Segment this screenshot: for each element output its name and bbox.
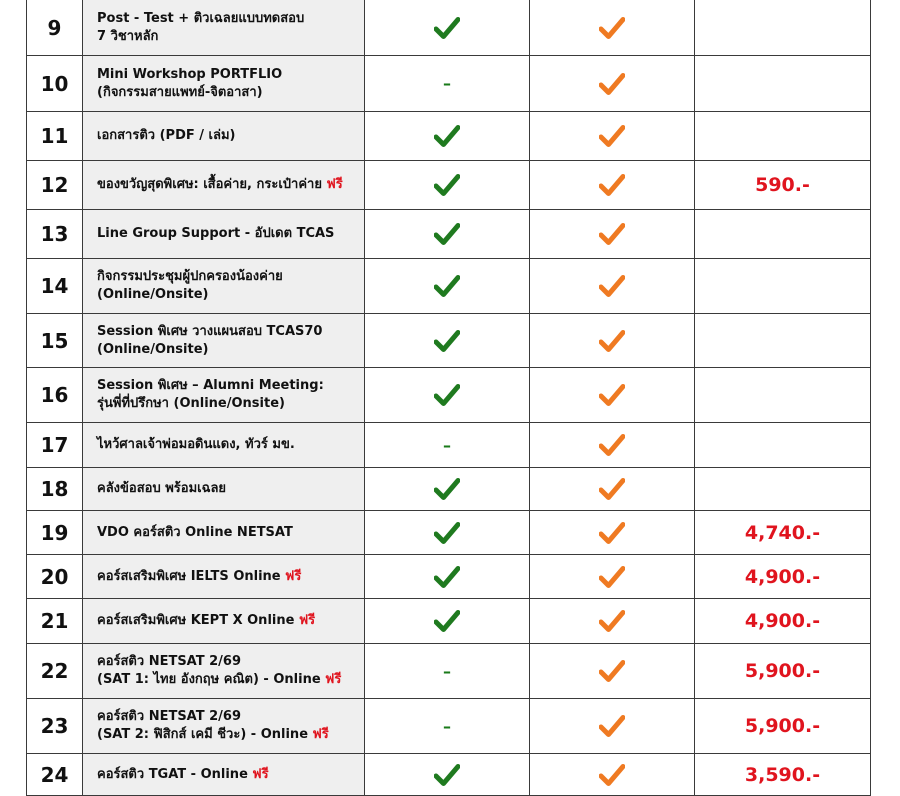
- price-value: 3,590.-: [744, 763, 821, 786]
- item-description: [83, 555, 365, 598]
- plan-a-cell: [365, 368, 530, 422]
- description-line-1: เอกสารติว (PDF / เล่ม): [97, 128, 236, 143]
- table-row: [27, 111, 870, 160]
- plan-a-cell: [365, 699, 530, 753]
- check-icon: [599, 124, 625, 148]
- check-icon: [434, 16, 460, 40]
- item-description: [83, 112, 365, 160]
- check-icon: [434, 763, 460, 787]
- table-row: [27, 598, 870, 643]
- plan-b-cell: [530, 56, 695, 111]
- description-line-1: Mini Workshop PORTFLIO: [97, 66, 283, 82]
- item-description: [83, 644, 365, 698]
- row-number: 18: [27, 468, 83, 510]
- price-value: 4,900.-: [744, 565, 821, 588]
- plan-a-cell: [365, 161, 530, 209]
- free-badge: ฟรี: [285, 568, 302, 584]
- description-line-1: VDO คอร์สติว Online NETSAT: [97, 524, 293, 540]
- description-line-1: Session พิเศษ – Alumni Meeting:: [97, 378, 324, 393]
- row-number: 24: [27, 754, 83, 795]
- item-description: [83, 56, 365, 111]
- item-description: [83, 599, 365, 643]
- row-number: 12: [27, 161, 83, 209]
- plan-a-cell: [365, 0, 530, 55]
- plan-b-cell: [530, 259, 695, 313]
- check-icon: [599, 659, 625, 683]
- price-value: [695, 423, 870, 467]
- table-row: [27, 367, 870, 422]
- plan-b-cell: [530, 112, 695, 160]
- row-number: 21: [27, 599, 83, 643]
- price-value: [695, 112, 870, 160]
- row-number: 19: [27, 511, 83, 554]
- table-row: [27, 422, 870, 467]
- plan-b-cell: [530, 699, 695, 753]
- plan-b-cell: [530, 423, 695, 467]
- description-line-1: คอร์สติว TGAT - Online: [97, 766, 248, 782]
- row-number: 20: [27, 555, 83, 598]
- free-badge: ฟรี: [325, 672, 342, 687]
- plan-b-cell: [530, 368, 695, 422]
- table-row: [27, 643, 870, 698]
- item-description: [83, 0, 365, 55]
- description-line-1: คอร์สติว NETSAT 2/69: [97, 709, 242, 724]
- check-icon: [599, 565, 625, 589]
- description-line-2: (SAT 2: ฟิสิกส์ เคมี ชีวะ) - Online: [97, 727, 309, 742]
- price-value: [695, 259, 870, 313]
- check-icon: [599, 16, 625, 40]
- plan-a-cell: [365, 259, 530, 313]
- description-line-2: (SAT 1: ไทย อังกฤษ คณิต) - Online: [97, 672, 321, 687]
- description-line-1: คอร์สเสริมพิเศษ KEPT X Online: [97, 613, 295, 628]
- free-badge: ฟรี: [298, 613, 316, 628]
- plan-b-cell: [530, 314, 695, 367]
- price-value: 5,900.-: [744, 660, 821, 682]
- row-number: 10: [27, 56, 83, 111]
- check-icon: [434, 274, 460, 298]
- check-icon: [434, 329, 460, 353]
- item-description: [83, 161, 365, 209]
- row-number: 16: [27, 368, 83, 422]
- price-value: [695, 0, 870, 55]
- check-icon: [599, 477, 625, 501]
- plan-a-cell: [365, 314, 530, 367]
- row-number: 13: [27, 210, 83, 258]
- price-value: [695, 210, 870, 258]
- dash-mark: –: [443, 716, 451, 736]
- check-icon: [434, 477, 460, 501]
- description-line-2: (Online/Onsite): [97, 287, 209, 302]
- plan-a-cell: [365, 468, 530, 510]
- item-description: [83, 754, 365, 795]
- row-number: 11: [27, 112, 83, 160]
- check-icon: [599, 383, 625, 407]
- description-line-1: ไหว้ศาลเจ้าพ่อมอดินแดง, ทัวร์ มข.: [97, 437, 295, 452]
- row-number: 14: [27, 259, 83, 313]
- price-value: 4,900.-: [744, 610, 821, 632]
- item-description: [83, 368, 365, 422]
- plan-b-cell: [530, 0, 695, 55]
- check-icon: [599, 274, 625, 298]
- description-line-1: กิจกรรมประชุมผู้ปกครองน้องค่าย: [97, 269, 283, 284]
- plan-b-cell: [530, 555, 695, 598]
- item-description: [83, 314, 365, 367]
- row-number: 17: [27, 423, 83, 467]
- price-value: [695, 368, 870, 422]
- description-line-2: 7 วิชาหลัก: [97, 28, 159, 44]
- table-row: [27, 0, 870, 55]
- description-line-1: คอร์สติว NETSAT 2/69: [97, 654, 242, 669]
- check-icon: [599, 609, 625, 633]
- dash-mark: –: [443, 661, 451, 681]
- plan-b-cell: [530, 210, 695, 258]
- item-description: [83, 468, 365, 510]
- plan-b-cell: [530, 599, 695, 643]
- benefits-table: [26, 0, 871, 796]
- dash-mark: –: [443, 74, 451, 93]
- free-badge: ฟรี: [312, 727, 329, 742]
- table-row: [27, 55, 870, 111]
- description-line-1: คลังข้อสอบ พร้อมเฉลย: [97, 481, 227, 496]
- check-icon: [599, 173, 625, 197]
- check-icon: [599, 222, 625, 246]
- price-value: [695, 468, 870, 510]
- row-number: 9: [27, 0, 83, 55]
- table-row: [27, 510, 870, 554]
- check-icon: [434, 565, 460, 589]
- row-number: 22: [27, 644, 83, 698]
- table-row: [27, 258, 870, 313]
- table-row: [27, 554, 870, 598]
- check-icon: [599, 72, 625, 96]
- price-value: 590.-: [755, 174, 810, 196]
- item-description: [83, 259, 365, 313]
- description-line-1: Line Group Support - อัปเดต TCAS: [97, 226, 335, 241]
- check-icon: [434, 521, 460, 545]
- plan-a-cell: [365, 754, 530, 795]
- table-row: [27, 209, 870, 258]
- description-line-1: คอร์สเสริมพิเศษ IELTS Online: [97, 568, 281, 584]
- plan-a-cell: [365, 56, 530, 111]
- check-icon: [599, 329, 625, 353]
- table-row: [27, 160, 870, 209]
- description-line-1: Post - Test + ติวเฉลยแบบทดสอบ: [97, 10, 305, 26]
- price-value: [695, 314, 870, 367]
- description-line-1: ของขวัญสุดพิเศษ: เสื้อค่าย, กระเป๋าค่าย: [97, 177, 322, 192]
- table-row: [27, 467, 870, 510]
- item-description: [83, 210, 365, 258]
- description-line-2: (กิจกรรมสายแพทย์-จิตอาสา): [97, 84, 263, 100]
- table-row: [27, 313, 870, 367]
- plan-b-cell: [530, 161, 695, 209]
- check-icon: [599, 433, 625, 457]
- check-icon: [599, 521, 625, 545]
- free-badge: ฟรี: [326, 177, 343, 192]
- price-value: 4,740.-: [744, 521, 821, 544]
- dash-mark: –: [443, 435, 451, 455]
- free-badge: ฟรี: [252, 766, 269, 782]
- description-line-2: รุ่นพี่ที่ปรึกษา (Online/Onsite): [97, 396, 285, 411]
- plan-a-cell: [365, 644, 530, 698]
- check-icon: [434, 124, 460, 148]
- price-value: [695, 56, 870, 111]
- check-icon: [434, 609, 460, 633]
- item-description: [83, 423, 365, 467]
- plan-a-cell: [365, 555, 530, 598]
- price-value: 5,900.-: [744, 715, 821, 737]
- plan-a-cell: [365, 112, 530, 160]
- plan-b-cell: [530, 468, 695, 510]
- plan-a-cell: [365, 423, 530, 467]
- description-line-2: (Online/Onsite): [97, 341, 209, 357]
- plan-b-cell: [530, 511, 695, 554]
- description-line-1: Session พิเศษ วางแผนสอบ TCAS70: [97, 323, 323, 339]
- check-icon: [599, 763, 625, 787]
- item-description: [83, 699, 365, 753]
- table-row: [27, 753, 870, 795]
- check-icon: [434, 173, 460, 197]
- check-icon: [434, 222, 460, 246]
- check-icon: [434, 383, 460, 407]
- plan-b-cell: [530, 644, 695, 698]
- row-number: 15: [27, 314, 83, 367]
- plan-a-cell: [365, 210, 530, 258]
- plan-a-cell: [365, 599, 530, 643]
- row-number: 23: [27, 699, 83, 753]
- item-description: [83, 511, 365, 554]
- check-icon: [599, 714, 625, 738]
- table-row: [27, 698, 870, 753]
- plan-b-cell: [530, 754, 695, 795]
- plan-a-cell: [365, 511, 530, 554]
